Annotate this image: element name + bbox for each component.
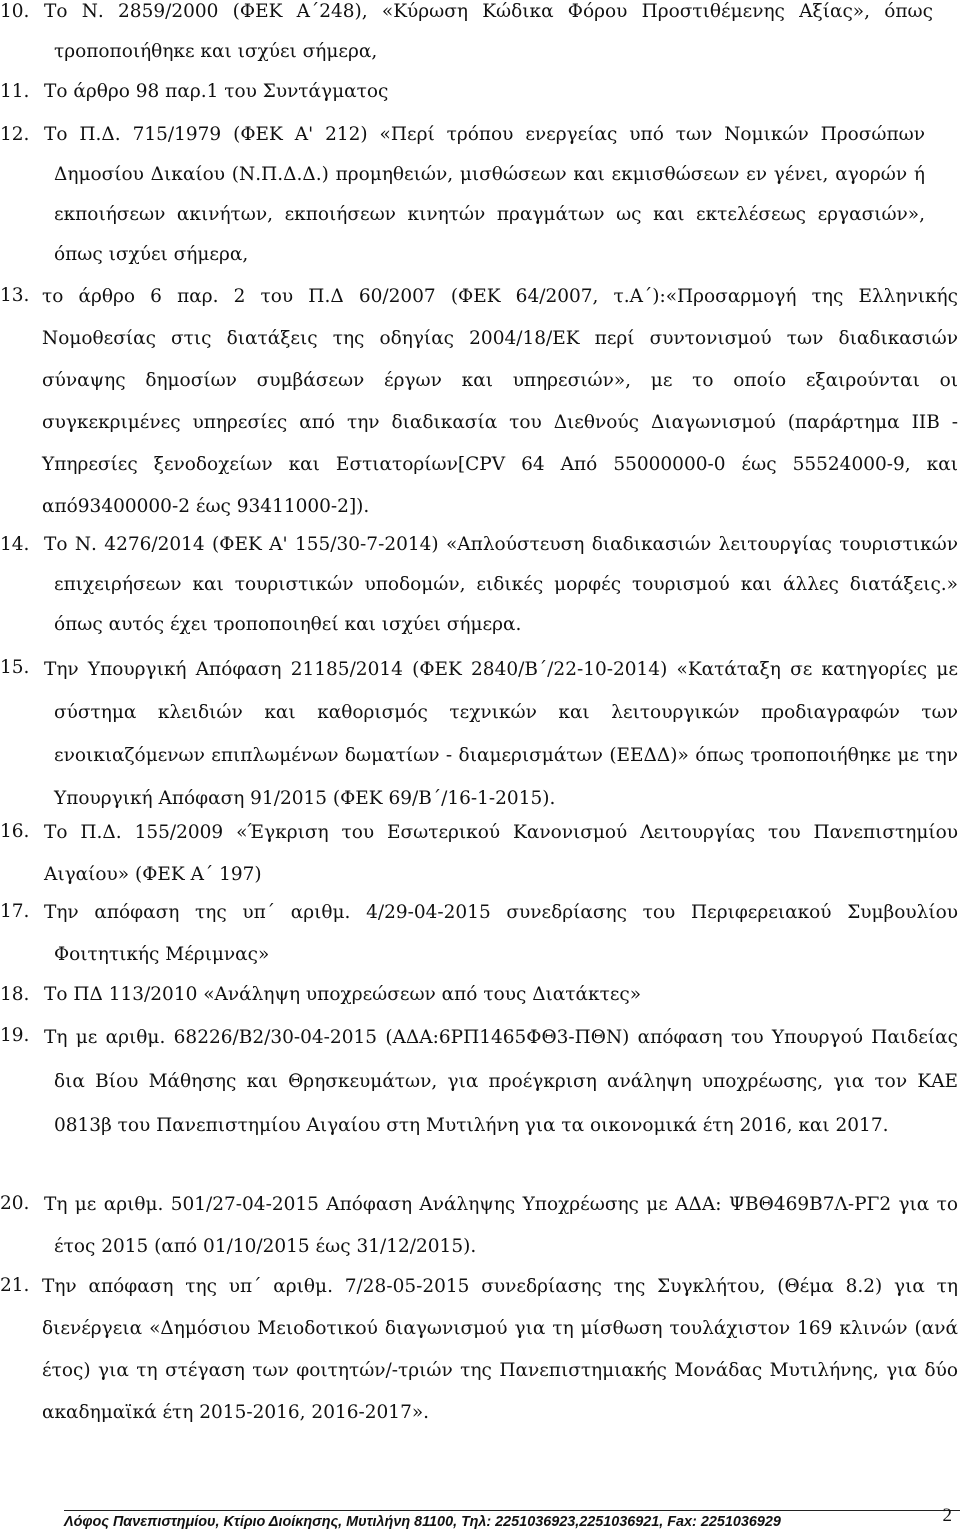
list-item-10	[0, 0, 933, 72]
item-text: Το Π.Δ. 155/2009 «Έγκριση του Εσωτερικού Κανονισμού Λειτουργίας του Πανεπιστημίου Αιγαίου» (ΦΕΚ Α΄ 197)	[44, 822, 958, 885]
item-number: 19.	[0, 1025, 30, 1046]
page-number: 2	[942, 1505, 952, 1526]
list-item-15	[0, 648, 958, 820]
item-number: 11.	[0, 81, 30, 102]
item-text: Την Υπουργική Απόφαση 21185/2014 (ΦΕΚ 2840/Β΄/22-10-2014) «Κατάταξη σε κατηγορίες με σύστημα κλειδιών και καθορισμός τεχνικών και λειτουργικών προδιαγραφών των ενοικιαζόμενων επιπλωμένων δωματίων - διαμερισμάτων (ΕΕΔΔ)» όπως τροποποιήθηκε με την Υπουργική Απόφαση 91/2015 (ΦΕΚ 69/Β΄/16-1-2015).	[44, 659, 958, 809]
item-text: Το Ν. 4276/2014 (ΦΕΚ Α' 155/30-7-2014) «Απλούστευση διαδικασιών λειτουργίας τουριστικών επιχειρήσεων και τουριστικών υποδομών, ειδικές μορφές τουρισμού και άλλες διατάξεις.» όπως αυτός έχει τροποποιηθεί και ισχύει σήμερα.	[44, 534, 958, 635]
item-text: Τη με αριθμ. 68226/Β2/30-04-2015 (ΑΔΑ:6ΡΠ1465ΦΘ3-ΠΘΝ) απόφαση του Υπουργού Παιδείας δια Βίου Μάθησης και Θρησκευμάτων, για προέγκριση ανάληψη υποχρέωσης, για τον ΚΑΕ 0813β του Πανεπιστημίου Αιγαίου στη Μυτιλήνη για τα οικονομικά έτη 2016, και 2017.	[44, 1027, 958, 1136]
list-item-18	[0, 975, 958, 1015]
list-item-21	[0, 1266, 958, 1434]
list-item-13	[0, 276, 958, 528]
list-item-12	[0, 115, 925, 275]
list-item-16	[0, 812, 958, 896]
list-item-20	[0, 1184, 958, 1268]
item-text: Τη με αριθμ. 501/27-04-2015 Απόφαση Ανάληψης Υποχρέωσης με ΑΔΑ: ΨΒΘ469Β7Λ-ΡΓ2 για το έτος 2015 (από 01/10/2015 έως 31/12/2015).	[44, 1194, 958, 1257]
item-number: 20.	[0, 1193, 30, 1214]
item-text: το άρθρο 6 παρ. 2 του Π.Δ 60/2007 (ΦΕΚ 64/2007, τ.Α΄):«Προσαρμογή της Ελληνικής Νομοθεσίας στις διατάξεις της οδηγίας 2004/18/ΕΚ περί συντονισμού των διαδικασιών σύναψης δημοσίων συμβάσεων έργων και υπηρεσιών», με το οποίο εξαιρούνται οι συγκεκριμένες υπηρεσίες από την διαδικασία του Διεθνούς Διαγωνισμού (παράρτημα ΙΙΒ - Υπηρεσίες ξενοδοχείων και Εστιατορίων[CPV 64 Από 55000000-0 έως 55524000-9, και από93400000-2 έως 93411000-2]).	[42, 286, 958, 517]
list-item-14	[0, 525, 958, 645]
item-number: 14.	[0, 534, 30, 555]
item-text: Το άρθρο 98 παρ.1 του Συντάγματος	[44, 81, 389, 102]
item-text: Το Π.Δ. 715/1979 (ΦΕΚ Α' 212) «Περί τρόπου ενεργείας υπό των Νομικών Προσώπων Δημοσίου Δικαίου (Ν.Π.Δ.Δ.) προμηθειών, μισθώσεων και εκμισθώσεων εν γένει, αγορών ή εκποιήσεων ακινήτων, εκποιήσεων κινητών πραγμάτων ως και εκτελέσεως εργασιών», όπως ισχύει σήμερα,	[44, 124, 925, 265]
item-text: Την απόφαση της υπ΄ αριθμ. 4/29-04-2015 συνεδρίασης του Περιφερειακού Συμβουλίου Φοιτητικής Μέριμνας»	[44, 902, 958, 965]
item-number: 12.	[0, 124, 30, 145]
page-footer	[0, 1486, 960, 1538]
footer-divider	[64, 1510, 960, 1511]
list-item-19	[0, 1016, 958, 1148]
item-number: 10.	[0, 1, 30, 22]
list-item-17	[0, 892, 958, 976]
item-text: Το ΠΔ 113/2010 «Ανάληψη υποχρεώσεων από τους Διατάκτες»	[44, 984, 642, 1005]
item-number: 21.	[0, 1275, 30, 1296]
item-text: Την απόφαση της υπ΄ αριθμ. 7/28-05-2015 συνεδρίασης της Συγκλήτου, (Θέμα 8.2) για τη διενέργεια «Δημόσιου Μειοδοτικού διαγωνισμού για τη μίσθωση τουλάχιστον 169 κλινών (ανά έτος) για τη στέγαση των φοιτητών/-τριών της Πανεπιστημιακής Μονάδας Μυτιλήνης, για δύο ακαδημαϊκά έτη 2015-2016, 2016-2017».	[42, 1276, 958, 1423]
list-item-11	[0, 72, 933, 112]
item-number: 15.	[0, 657, 30, 678]
footer-address: Λόφος Πανεπιστημίου, Κτίριο Διοίκησης, Μυτιλήνη 81100, Τηλ: 2251036923,2251036921, Fax: 2251036929	[64, 1514, 781, 1530]
item-number: 18.	[0, 984, 30, 1005]
item-text: Το Ν. 2859/2000 (ΦΕΚ Α΄248), «Κύρωση Κώδικα Φόρου Προστιθέμενης Αξίας», όπως τροποποιήθηκε και ισχύει σήμερα,	[44, 1, 933, 62]
item-number: 13.	[0, 285, 30, 306]
item-number: 17.	[0, 901, 30, 922]
item-number: 16.	[0, 821, 30, 842]
